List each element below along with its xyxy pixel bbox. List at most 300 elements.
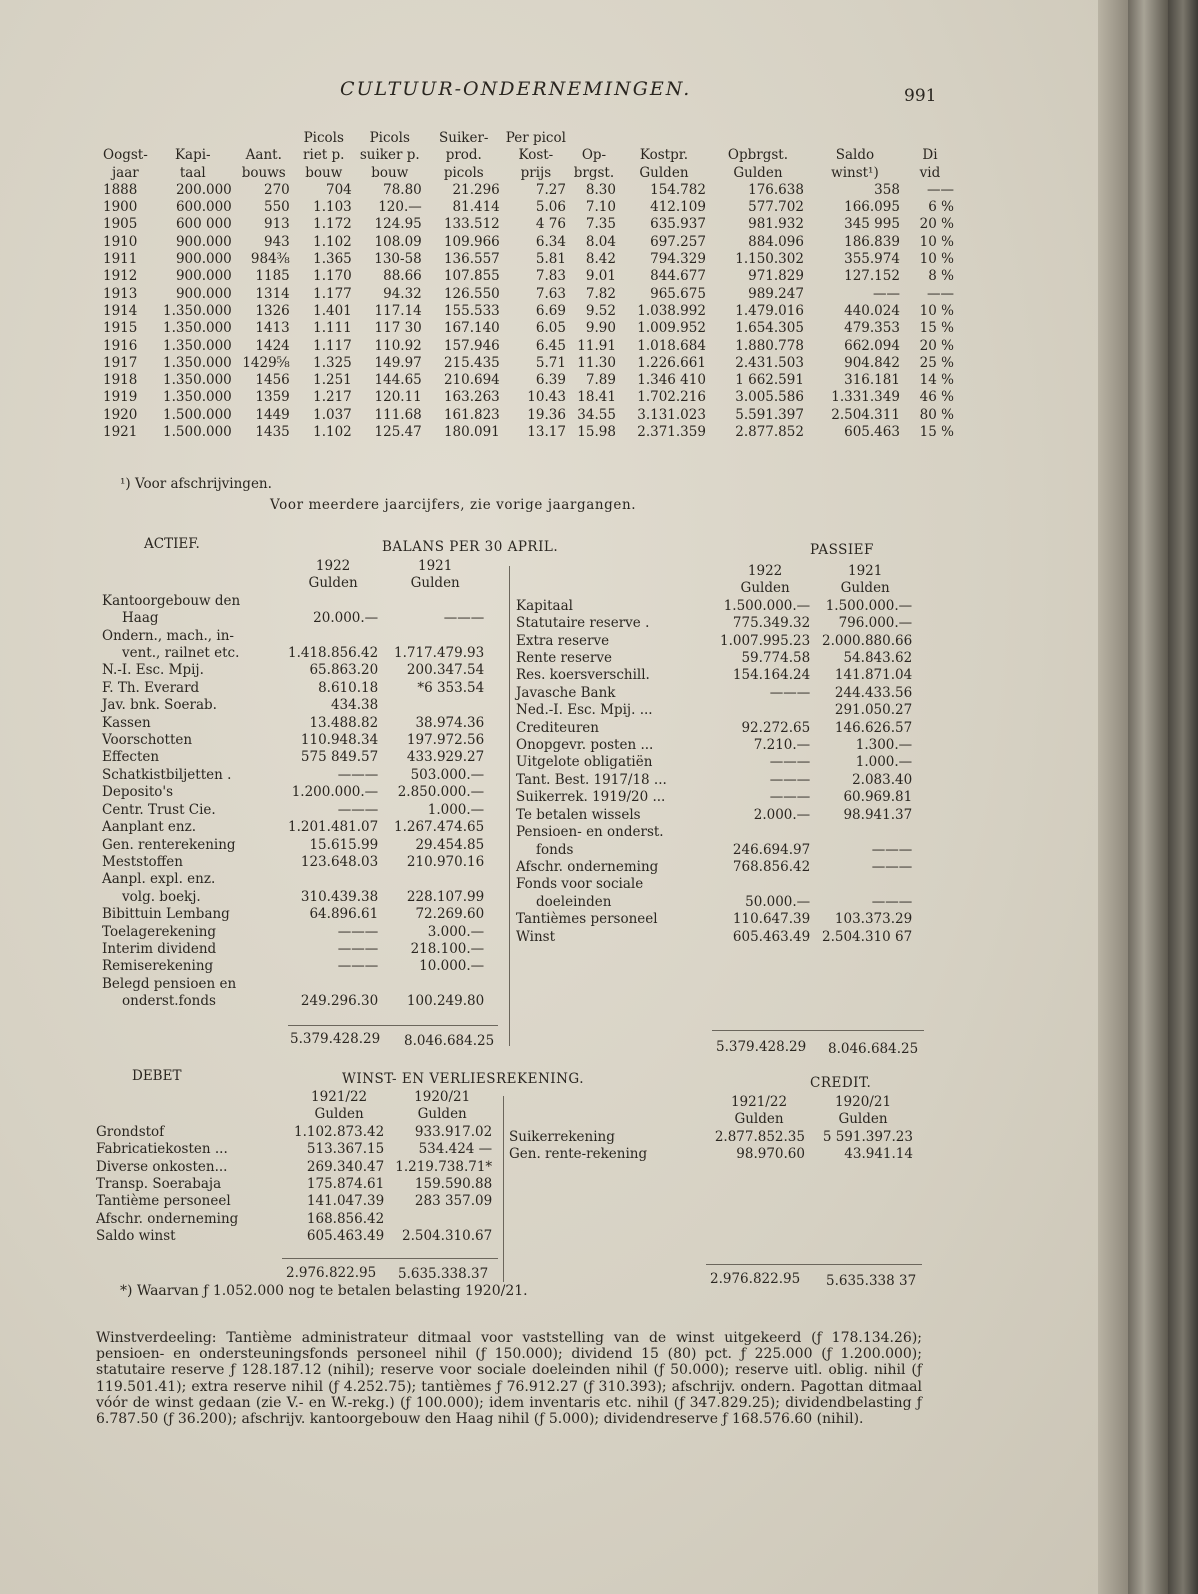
yearly-cell: 8.42	[585, 251, 616, 268]
ledger-label: Onopgevr. posten ...	[516, 737, 654, 754]
yearly-header-cell	[151, 130, 235, 147]
ledger-amount: 103.373.29	[834, 911, 913, 928]
ledger-amount: 2.000.—	[753, 806, 811, 823]
yearly-cell: 15 %	[919, 320, 954, 337]
yearly-cell: 1.103	[313, 199, 352, 216]
yearly-cell: 81.414	[452, 199, 500, 216]
yearly-cell: 1905	[103, 216, 138, 233]
yearly-cell: 635.937	[650, 216, 706, 233]
debet-total-a: 2.976.822.95	[286, 1265, 377, 1281]
yearly-cell: 1.226.661	[637, 354, 706, 371]
ledger-amount: 2.877.852.35	[714, 1128, 805, 1145]
ledger-amount: 2.850.000.—	[397, 784, 485, 801]
ledger-amount	[814, 824, 916, 841]
yearly-table-header	[100, 130, 957, 182]
ledger-amount: 7.210.—	[753, 737, 811, 754]
ledger-row	[512, 772, 916, 789]
yearly-cell: 210.694	[443, 372, 500, 389]
yearly-cell: 844.677	[650, 268, 706, 285]
ledger-amount	[284, 593, 382, 610]
yearly-cell: 7.89	[585, 372, 616, 389]
debet-title: DEBET	[132, 1068, 182, 1084]
ledger-row	[98, 645, 488, 662]
yearly-cell: 1 662.591	[735, 372, 804, 389]
yearly-note: Voor meerdere jaarcijfers, zie vorige jaargangen.	[270, 497, 637, 513]
ledger-label: Voorschotten	[102, 732, 193, 749]
ledger-amount: 269.340.47	[306, 1158, 385, 1175]
yearly-header-cell: picols	[443, 164, 484, 181]
ledger-row	[505, 1146, 917, 1163]
yearly-row	[100, 303, 957, 320]
yearly-cell: 163.263	[443, 389, 500, 406]
profit-distribution-paragraph: Winstverdeeling: Tantième administrateur ditmaal voor vaststelling van de winst uitgekeerd (ƒ 178.134.26); pensioen- en ondersteuningsfonds personeel nihil (ƒ 150.000); dividend 15 (80) pct. ƒ 225.000 (ƒ 1.200.000); statutaire reserve ƒ 128.187.12 (nihil); reserve voor sociale doeleinden nihil (ƒ 50.000); reserve uitl. oblig. nihil (ƒ 119.501.41); extra reserve nihil (ƒ 4.252.75); tantièmes ƒ 76.912.27 (ƒ 310.393); afschrijv. ondern. Pagottan ditmaal vóór de winst gedaan (zie V.- en W.-rekg.) (ƒ 100.000); idem inventaris etc. nihil (ƒ 347.829.25); dividendbelasting ƒ 6.787.50 (ƒ 36.200); afschrijv. kantoorgebouw den Haag nihil (ƒ 5.000); dividendreserve ƒ 168.576.60 (nihil).	[96, 1330, 922, 1428]
ledger-label: vent., railnet etc.	[122, 645, 240, 662]
actief-col-1921-unit: Gulden	[410, 575, 460, 592]
yearly-row	[100, 338, 957, 355]
ledger-label: Diverse onkosten...	[96, 1158, 228, 1175]
yearly-cell: 965.675	[650, 285, 706, 302]
yearly-cell: 127.152	[844, 268, 900, 285]
ledger-row	[98, 749, 488, 766]
ledger-row	[92, 1211, 496, 1228]
yearly-cell: 316.181	[844, 372, 900, 389]
yearly-header-cell: bouw	[371, 164, 409, 181]
ledger-label: Ondern., mach., in-	[102, 627, 234, 644]
ledger-amount: 513.367.15	[306, 1141, 385, 1158]
ledger-amount: 54.843.62	[843, 650, 913, 667]
yearly-row	[100, 199, 957, 216]
actief-rows	[98, 593, 488, 1011]
ledger-amount: 175.874.61	[306, 1176, 385, 1193]
yearly-header-cell	[235, 130, 293, 147]
yearly-cell: 1.325	[313, 354, 352, 371]
yearly-header-cell: Saldo	[835, 147, 875, 164]
yearly-header-cell: Op-	[581, 147, 607, 164]
debet-col-b-unit: Gulden	[417, 1106, 467, 1123]
ledger-label: Rente reserve	[516, 650, 612, 667]
yearly-cell: 7.82	[585, 285, 616, 302]
yearly-cell: 21.296	[452, 181, 500, 198]
yearly-cell: 10 %	[919, 302, 954, 319]
ledger-amount: ———	[769, 754, 811, 771]
yearly-cell: 412.109	[650, 199, 706, 216]
yearly-cell: 1911	[103, 251, 138, 268]
yearly-header-cell: Kost-	[518, 147, 554, 164]
yearly-cell: 1.346 410	[637, 372, 706, 389]
yearly-header-cell: suiker p.	[359, 147, 420, 164]
yearly-cell: 15 %	[919, 424, 954, 441]
ledger-amount: 110.948.34	[300, 732, 379, 749]
credit-title: CREDIT.	[810, 1075, 872, 1091]
yearly-cell: 5.71	[535, 354, 566, 371]
yearly-cell: 7.27	[535, 181, 566, 198]
ledger-amount: 50.000.—	[745, 893, 811, 910]
yearly-cell: 6.34	[535, 233, 566, 250]
yearly-cell: 971.829	[748, 268, 804, 285]
ledger-row	[512, 598, 916, 615]
yearly-cell: 19.36	[527, 406, 566, 423]
ledger-amount: 29.454.85	[415, 836, 485, 853]
actief-total-1922: 5.379.428.29	[290, 1031, 381, 1047]
ledger-amount: 141.047.39	[306, 1193, 385, 1210]
yearly-cell: 5.06	[535, 199, 566, 216]
yearly-cell: 1.117	[313, 337, 352, 354]
ledger-row	[512, 911, 916, 928]
yearly-row	[100, 424, 957, 441]
yearly-header-cell: Picols	[303, 130, 344, 146]
ledger-amount: 1.007.995.23	[720, 632, 811, 649]
ledger-row	[98, 593, 488, 610]
ledger-amount: 64.896.61	[309, 906, 379, 923]
yearly-cell: 46 %	[919, 389, 954, 406]
ledger-amount	[284, 871, 382, 888]
yearly-cell: 10 %	[919, 233, 954, 250]
ledger-amount: 1.500.000.—	[825, 597, 913, 614]
yearly-cell: 662.094	[844, 337, 900, 354]
ledger-amount: ———	[443, 610, 485, 627]
yearly-cell: 984⅜	[250, 251, 290, 268]
yearly-cell: 1359	[255, 389, 290, 406]
ledger-label: Extra reserve	[516, 632, 610, 649]
ledger-label: Transp. Soerabaja	[96, 1176, 222, 1193]
yearly-cell: 80 %	[919, 406, 954, 423]
ledger-row	[98, 924, 488, 941]
ledger-amount: 1.267.474.65	[394, 819, 485, 836]
yearly-header-cell: winst¹)	[831, 164, 879, 181]
yearly-cell: 124.95	[374, 216, 422, 233]
ledger-amount	[716, 824, 814, 841]
ledger-amount: 197.972.56	[406, 732, 485, 749]
ledger-row	[98, 819, 488, 836]
yearly-header-cell: Opbrgst.	[727, 147, 788, 164]
ledger-row	[98, 662, 488, 679]
ledger-amount: 1.500.000.—	[723, 597, 811, 614]
yearly-cell: ——	[926, 285, 954, 302]
ledger-amount: 575 849.57	[300, 749, 379, 766]
ledger-amount: ———	[871, 841, 913, 858]
yearly-cell: 1429⅝	[242, 354, 290, 371]
yearly-cell: 981.932	[748, 216, 804, 233]
credit-table	[505, 1094, 917, 1164]
ledger-amount: 283 357.09	[414, 1193, 493, 1210]
ledger-amount: 1.000.—	[855, 754, 913, 771]
yearly-cell: 200.000	[175, 181, 232, 198]
yearly-row	[100, 251, 957, 268]
ledger-label: Schatkistbiljetten .	[102, 766, 232, 783]
yearly-row	[100, 216, 957, 233]
yearly-cell: 1449	[255, 406, 290, 423]
yearly-header-cell	[903, 130, 957, 147]
yearly-cell: 943	[263, 233, 290, 250]
passief-col-1921-unit: Gulden	[840, 580, 890, 597]
yearly-row	[100, 234, 957, 251]
yearly-cell: 9.90	[585, 320, 616, 337]
yearly-cell: 166.095	[844, 199, 900, 216]
ledger-amount: ———	[337, 958, 379, 975]
ledger-label: Fonds voor sociale	[516, 876, 644, 893]
ledger-amount: 15.615.99	[309, 836, 379, 853]
ledger-amount: 1.201.481.07	[288, 819, 379, 836]
ledger-label: Toelagerekening	[102, 923, 217, 940]
yearly-cell: 1913	[103, 285, 138, 302]
ledger-amount	[716, 876, 814, 893]
ledger-amount: *6 353.54	[417, 679, 485, 696]
ledger-amount: 200.347.54	[406, 662, 485, 679]
yearly-cell: 108.09	[374, 233, 422, 250]
ledger-row	[512, 615, 916, 632]
yearly-cell: 1.102	[313, 424, 352, 441]
ledger-label: Afschr. onderneming	[516, 858, 659, 875]
yearly-header-cell: bouw	[305, 164, 343, 181]
book-spine-edge	[1128, 0, 1168, 1594]
ledger-label: Jav. bnk. Soerab.	[102, 697, 217, 714]
yearly-cell: 1.500.000	[163, 406, 232, 423]
pl-divider	[503, 1096, 504, 1282]
ledger-row	[98, 802, 488, 819]
yearly-cell: 1918	[103, 372, 138, 389]
yearly-cell: 1.350.000	[163, 354, 232, 371]
ledger-row	[98, 837, 488, 854]
ledger-row	[512, 807, 916, 824]
ledger-amount: 503.000.—	[410, 766, 485, 783]
yearly-cell: 11.30	[577, 354, 616, 371]
yearly-cell: 154.782	[650, 181, 706, 198]
credit-col-b-year: 1920/21	[834, 1094, 892, 1110]
ledger-row	[512, 754, 916, 771]
ledger-amount: 141.871.04	[834, 667, 913, 684]
yearly-cell: 600 000	[175, 216, 232, 233]
ledger-row	[92, 1193, 496, 1210]
ledger-amount: 13.488.82	[309, 714, 379, 731]
yearly-header-cell	[807, 130, 903, 147]
yearly-cell: 11.91	[577, 337, 616, 354]
yearly-cell: 133.512	[443, 216, 500, 233]
ledger-row	[98, 680, 488, 697]
ledger-label: Aanplant enz.	[102, 819, 196, 836]
yearly-header-cell: riet p.	[303, 147, 345, 164]
yearly-cell: 697.257	[650, 233, 706, 250]
ledger-amount: 534.424 —	[418, 1141, 493, 1158]
yearly-cell: 904.842	[844, 354, 900, 371]
ledger-amount: 2.504.310 67	[822, 928, 913, 945]
ledger-row	[512, 842, 916, 859]
actief-total-1921: 8.046.684.25	[404, 1033, 495, 1049]
ledger-amount	[284, 628, 382, 645]
ledger-label: Bibittuin Lembang	[102, 906, 230, 923]
ledger-amount: 20.000.—	[313, 610, 379, 627]
yearly-header-cell: Gulden	[639, 164, 689, 181]
yearly-cell: 7.35	[585, 216, 616, 233]
ledger-amount: 433.929.27	[406, 749, 485, 766]
yearly-cell: 1.018.684	[637, 337, 706, 354]
ledger-row	[512, 824, 916, 841]
yearly-cell: 7.63	[535, 285, 566, 302]
yearly-cell: 884.096	[748, 233, 804, 250]
ledger-row	[98, 854, 488, 871]
yearly-cell: 215.435	[443, 354, 500, 371]
ledger-amount: 123.648.03	[300, 853, 379, 870]
ledger-amount: 1.418.856.42	[288, 645, 379, 662]
running-header: CULTUUR-ONDERNEMINGEN.	[340, 78, 692, 100]
ledger-amount	[814, 876, 916, 893]
ledger-amount: 291.050.27	[834, 702, 913, 719]
yearly-cell: 120.—	[378, 199, 422, 216]
ledger-amount: 92.272.65	[741, 719, 811, 736]
balance-title: BALANS PER 30 APRIL.	[382, 539, 559, 555]
ledger-amount	[284, 976, 382, 993]
yearly-cell: 1.350.000	[163, 372, 232, 389]
ledger-label: Remiserekening	[102, 958, 214, 975]
yearly-header-cell: Kostpr.	[639, 147, 688, 164]
ledger-label: Res. koersverschill.	[516, 667, 650, 684]
ledger-amount: 1.000.—	[427, 801, 485, 818]
yearly-cell: 186.839	[844, 233, 900, 250]
yearly-cell: 1910	[103, 233, 138, 250]
ledger-label: Meststoffen	[102, 853, 183, 870]
yearly-cell: 1888	[103, 181, 138, 198]
yearly-cell: 794.329	[650, 251, 706, 268]
ledger-amount: 168.856.42	[306, 1210, 385, 1227]
credit-total-a: 2.976.822.95	[710, 1271, 801, 1287]
yearly-header-cell: prod.	[445, 147, 482, 164]
yearly-cell: 270	[263, 181, 290, 198]
ledger-amount: 933.917.02	[414, 1123, 493, 1140]
yearly-cell: 3.005.586	[735, 389, 804, 406]
ledger-label: Haag	[122, 610, 159, 627]
actief-col-1921-year: 1921	[418, 558, 453, 574]
yearly-row	[100, 268, 957, 285]
yearly-cell: 577.702	[748, 199, 804, 216]
ledger-label: doeleinden	[536, 893, 612, 910]
credit-total-rule	[706, 1264, 922, 1265]
yearly-cell: 2.877.852	[735, 424, 804, 441]
yearly-cell: 345 995	[844, 216, 900, 233]
ledger-row	[92, 1176, 496, 1193]
yearly-cell: 176.638	[748, 181, 804, 198]
ledger-amount: 65.863.20	[309, 662, 379, 679]
yearly-cell: 167.140	[443, 320, 500, 337]
yearly-header-cell: brgst.	[573, 164, 615, 181]
yearly-cell: 1.251	[313, 372, 352, 389]
ledger-row	[98, 732, 488, 749]
yearly-header-cell	[569, 130, 619, 147]
ledger-amount: 246.694.97	[732, 841, 811, 858]
ledger-label: Tantième personeel	[96, 1193, 231, 1210]
yearly-header-cell: taal	[179, 164, 206, 181]
yearly-footnote: ¹) Voor afschrijvingen.	[120, 476, 272, 492]
yearly-cell: 15.98	[577, 424, 616, 441]
ledger-row	[512, 737, 916, 754]
actief-total-rule	[288, 1025, 498, 1026]
yearly-header-cell: vid	[919, 164, 941, 181]
yearly-cell: 704	[325, 181, 352, 198]
yearly-cell: 2.371.359	[637, 424, 706, 441]
yearly-row	[100, 389, 957, 406]
ledger-label: Pensioen- en onderst.	[516, 824, 664, 841]
yearly-cell: 900.000	[175, 233, 232, 250]
credit-rows	[505, 1129, 917, 1164]
ledger-label: Interim dividend	[102, 940, 217, 957]
yearly-cell: 1456	[255, 372, 290, 389]
yearly-row	[100, 407, 957, 424]
ledger-amount: ———	[337, 940, 379, 957]
ledger-row	[92, 1124, 496, 1141]
ledger-row	[98, 906, 488, 923]
ledger-label: Aanpl. expl. enz.	[102, 871, 216, 888]
credit-total-b: 5.635.338 37	[826, 1273, 917, 1289]
yearly-cell: 1.350.000	[163, 320, 232, 337]
ledger-amount: 2.000.880.66	[822, 632, 913, 649]
ledger-amount	[382, 593, 488, 610]
ledger-amount: ———	[871, 858, 913, 875]
ledger-label: Kantoorgebouw den	[102, 592, 241, 609]
ledger-amount	[382, 871, 488, 888]
credit-col-b-unit: Gulden	[838, 1111, 888, 1128]
ledger-row	[505, 1129, 917, 1146]
ledger-row	[98, 784, 488, 801]
ledger-amount: 98.941.37	[843, 806, 913, 823]
yearly-cell: 550	[263, 199, 290, 216]
yearly-cell: 120.11	[374, 389, 422, 406]
ledger-label: Effecten	[102, 749, 160, 766]
yearly-cell: 1912	[103, 268, 138, 285]
ledger-amount: 72.269.60	[415, 906, 485, 923]
ledger-amount: 38.974.36	[415, 714, 485, 731]
yearly-cell: 1.177	[313, 285, 352, 302]
yearly-cell: 1.037	[313, 406, 352, 423]
ledger-label: onderst.fonds	[122, 993, 216, 1010]
ledger-amount: 2.504.310.67	[402, 1228, 493, 1245]
yearly-cell: 117 30	[374, 320, 422, 337]
yearly-cell: 1919	[103, 389, 138, 406]
yearly-cell: 1917	[103, 354, 138, 371]
ledger-amount: ———	[337, 766, 379, 783]
yearly-cell: 1424	[255, 337, 290, 354]
yearly-cell: 358	[874, 181, 900, 198]
yearly-header-cell: Picols	[369, 130, 410, 146]
yearly-header-cell	[100, 130, 151, 147]
yearly-cell: 10 %	[919, 251, 954, 268]
pl-footnote: *) Waarvan ƒ 1.052.000 nog te betalen belasting 1920/21.	[120, 1283, 528, 1299]
ledger-label: Suikerrekening	[509, 1128, 615, 1145]
ledger-amount: ———	[337, 923, 379, 940]
debet-col-b-year: 1920/21	[414, 1089, 471, 1105]
ledger-row	[512, 894, 916, 911]
ledger-row	[98, 889, 488, 906]
ledger-row	[98, 958, 488, 975]
ledger-amount: 310.439.38	[300, 888, 379, 905]
pl-title: WINST- EN VERLIESREKENING.	[342, 1071, 585, 1087]
ledger-row	[92, 1228, 496, 1245]
passief-col-1921-year: 1921	[848, 563, 883, 579]
yearly-cell: 6.05	[535, 320, 566, 337]
yearly-cell: 6.69	[535, 302, 566, 319]
ledger-row	[512, 789, 916, 806]
ledger-amount: 218.100.—	[410, 940, 485, 957]
yearly-cell: 900.000	[175, 268, 232, 285]
ledger-row	[92, 1141, 496, 1158]
yearly-cell: 2.431.503	[735, 354, 804, 371]
yearly-cell: 111.68	[374, 406, 422, 423]
ledger-amount	[388, 1211, 496, 1228]
yearly-cell: 1915	[103, 320, 138, 337]
yearly-cell: 1.500.000	[163, 424, 232, 441]
yearly-header-cell	[619, 130, 709, 147]
ledger-label: Tantièmes personeel	[516, 911, 658, 928]
yearly-cell: 125.47	[374, 424, 422, 441]
yearly-cell: 78.80	[383, 181, 422, 198]
book-cover-edge	[1168, 0, 1198, 1594]
